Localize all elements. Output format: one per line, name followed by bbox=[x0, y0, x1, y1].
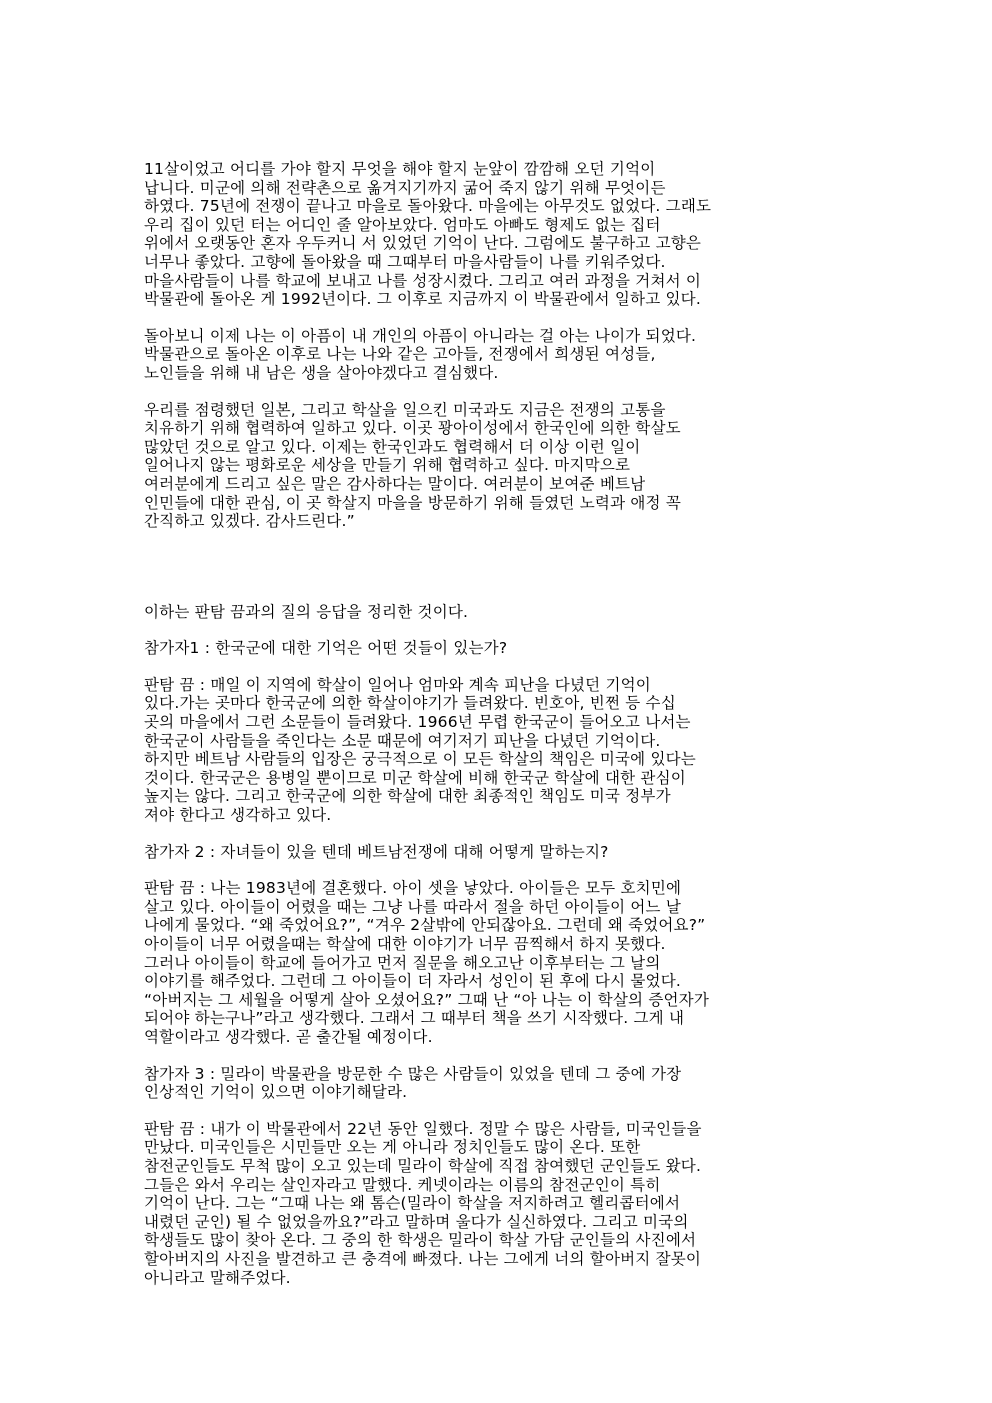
text-line: 여러분에게 드리고 싶은 말은 감사하다는 말이다. 여러분이 보여준 베트남 bbox=[144, 474, 646, 493]
text-line: 한국군이 사람들을 죽인다는 소문 때문에 여기저기 피난을 다녔던 기억이다. bbox=[144, 731, 661, 750]
answer-3 bbox=[144, 1120, 856, 1287]
paragraph-testimony-childhood bbox=[144, 160, 856, 309]
text-line: 인상적인 기억이 있으면 이야기해달라. bbox=[144, 1083, 408, 1102]
text-line: 것이다. 한국군은 용병일 뿐이므로 미군 학살에 비해 한국군 학살에 대한 관심이 bbox=[144, 768, 686, 787]
text-line: 너무나 좋았다. 고향에 돌아왔을 때 그때부터 마을사람들이 나를 키워주었다. bbox=[144, 252, 666, 271]
text-line: 그들은 와서 우리는 살인자라고 말했다. 케넷이라는 이름의 참전군인이 특히 bbox=[144, 1175, 661, 1194]
text-line: 박물관에 돌아온 게 1992년이다. 그 이후로 지금까지 이 박물관에서 일하고 있다. bbox=[144, 290, 701, 309]
text-line: 높지는 않다. 그리고 한국군에 의한 학살에 대한 최종적인 책임도 미국 정부가 bbox=[144, 787, 671, 806]
text-line: 되어야 하는구나”라고 생각했다. 그래서 그 때부터 책을 쓰기 시작했다. 그게 내 bbox=[144, 1009, 685, 1028]
text-line: 우리를 점령했던 일본, 그리고 학살을 일으킨 미국과도 지금은 전쟁의 고통을 bbox=[144, 400, 666, 419]
text-line: 참가자 2 : 자녀들이 있을 텐데 베트남전쟁에 대해 어떻게 말하는지? bbox=[144, 842, 609, 861]
text-line: 곳의 마을에서 그런 소문들이 들려왔다. 1966년 무렵 한국군이 들어오고 나서는 bbox=[144, 713, 691, 732]
text-line: 박물관으로 돌아온 이후로 나는 나와 같은 고아들, 전쟁에서 희생된 여성들, bbox=[144, 345, 656, 364]
text-line: 치유하기 위해 협력하여 일하고 있다. 이곳 꽝아이성에서 한국인에 의한 학살도 bbox=[144, 419, 681, 438]
text-line: 우리 집이 있던 터는 어디인 줄 알아보았다. 엄마도 아빠도 형제도 없는 집터 bbox=[144, 215, 661, 234]
text-line: 11살이었고 어디를 가야 할지 무엇을 해야 할지 눈앞이 깜깜해 오던 기억이 bbox=[144, 160, 656, 178]
text-line: 참가자 3 : 밀라이 박물관을 방문한 수 많은 사람들이 있었을 텐데 그 중에 가장 bbox=[144, 1064, 682, 1083]
answer-2 bbox=[144, 879, 856, 1046]
text-line: 학생들도 많이 찾아 온다. 그 중의 한 학생은 밀라이 학살 가담 군인들의 사진에서 bbox=[144, 1231, 697, 1250]
text-line: 내렸던 군인) 될 수 없었을까요?”라고 말하며 울다가 실신하였다. 그리고 미국의 bbox=[144, 1212, 689, 1231]
text-line: 판탐 끔 : 나는 1983년에 결혼했다. 아이 셋을 낳았다. 아이들은 모두 호치민에 bbox=[144, 879, 682, 898]
text-line: 많았던 것으로 알고 있다. 이제는 한국인과도 협력해서 더 이상 이런 일이 bbox=[144, 437, 641, 456]
text-line: 그러나 아이들이 학교에 들어가고 먼저 질문을 해오고난 이후부터는 그 날의 bbox=[144, 953, 661, 972]
text-line: 마을사람들이 나를 학교에 보내고 나를 성장시켰다. 그리고 여러 과정을 거쳐서 이 bbox=[144, 271, 702, 290]
text-line: 역할이라고 생각했다. 곧 출간될 예정이다. bbox=[144, 1027, 433, 1046]
text-line: 기억이 난다. 그는 “그때 나는 왜 톰슨(밀라이 학살을 저지하려고 헬리콥터에서 bbox=[144, 1194, 681, 1213]
text-line: 이야기를 해주었다. 그런데 그 아이들이 더 자라서 성인이 된 후에 다시 물었다. bbox=[144, 972, 682, 991]
document-page bbox=[144, 160, 856, 1305]
text-line: 아이들이 너무 어렸을때는 학살에 대한 이야기가 너무 끔찍해서 하지 못했다. bbox=[144, 935, 666, 953]
text-line: 인민들에 대한 관심, 이 곳 학살지 마을을 방문하기 위해 들였던 노력과 애정 꼭 bbox=[144, 493, 682, 512]
text-line: “아버지는 그 세월을 어떻게 살아 오셨어요?” 그때 난 “아 나는 이 학살의 증언자가 bbox=[144, 990, 710, 1009]
text-line: 만났다. 미국인들은 시민들만 오는 게 아니라 정치인들도 많이 온다. 또한 bbox=[144, 1138, 641, 1157]
text-line: 이하는 판탐 끔과의 질의 응답을 정리한 것이다. bbox=[144, 602, 469, 621]
text-line: 위에서 오랫동안 혼자 우두커니 서 있었던 기억이 난다. 그럼에도 불구하고 고향은 bbox=[144, 234, 702, 253]
question-2 bbox=[144, 843, 856, 862]
text-line: 판탐 끔 : 내가 이 박물관에서 22년 동안 일했다. 정말 수 많은 사람들, 미국인들을 bbox=[144, 1119, 702, 1138]
text-line: 하지만 베트남 사람들의 입장은 궁극적으로 이 모든 학살의 책임은 미국에 있다는 bbox=[144, 750, 696, 769]
text-line: 노인들을 위해 내 남은 생을 살아야겠다고 결심했다. bbox=[144, 363, 499, 382]
answer-1 bbox=[144, 676, 856, 825]
text-line: 있다.가는 곳마다 한국군에 의한 학살이야기가 들려왔다. 빈호아, 빈쩐 등 수십 bbox=[144, 694, 676, 713]
text-line: 져야 한다고 생각하고 있다. bbox=[144, 806, 332, 825]
text-line: 판탐 끔 : 매일 이 지역에 학살이 일어나 엄마와 계속 피난을 다녔던 기억이 bbox=[144, 675, 651, 694]
text-line: 간직하고 있겠다. 감사드린다.” bbox=[144, 512, 355, 531]
text-line: 살고 있다. 아이들이 어렸을 때는 그냥 나를 따라서 절을 하던 아이들이 어느 날 bbox=[144, 897, 682, 916]
paragraph-qa-intro bbox=[144, 603, 856, 622]
text-line: 나에게 물었다. “왜 죽었어요?”, “겨우 2살밖에 안되잖아요. 그런데 왜 죽었어요?” bbox=[144, 916, 706, 935]
question-1 bbox=[144, 639, 856, 658]
text-line: 일어나지 않는 평화로운 세상을 만들기 위해 협력하고 싶다. 마지막으로 bbox=[144, 456, 631, 475]
question-3 bbox=[144, 1065, 856, 1102]
section-spacer bbox=[144, 549, 856, 603]
text-line: 돌아보니 이제 나는 이 아픔이 내 개인의 아픔이 아니라는 걸 아는 나이가 되었다. bbox=[144, 326, 697, 345]
text-line: 참가자1 : 한국군에 대한 기억은 어떤 것들이 있는가? bbox=[144, 639, 508, 658]
text-line: 아니라고 말해주었다. bbox=[144, 1268, 291, 1287]
text-line: 납니다. 미군에 의해 전략촌으로 옮겨지기까지 굶어 죽지 않기 위해 무엇이든 bbox=[144, 178, 666, 197]
text-line: 할아버지의 사진을 발견하고 큰 충격에 빠졌다. 나는 그에게 너의 할아버지 잘못이 bbox=[144, 1249, 702, 1268]
text-line: 하였다. 75년에 전쟁이 끝나고 마을로 돌아왔다. 마을에는 아무것도 없었다. 그래도 bbox=[144, 197, 712, 216]
paragraph-testimony-reflection bbox=[144, 327, 856, 383]
text-line: 참전군인들도 무척 많이 오고 있는데 밀라이 학살에 직접 참여했던 군인들도 왔다. bbox=[144, 1156, 702, 1175]
paragraph-testimony-gratitude bbox=[144, 401, 856, 531]
